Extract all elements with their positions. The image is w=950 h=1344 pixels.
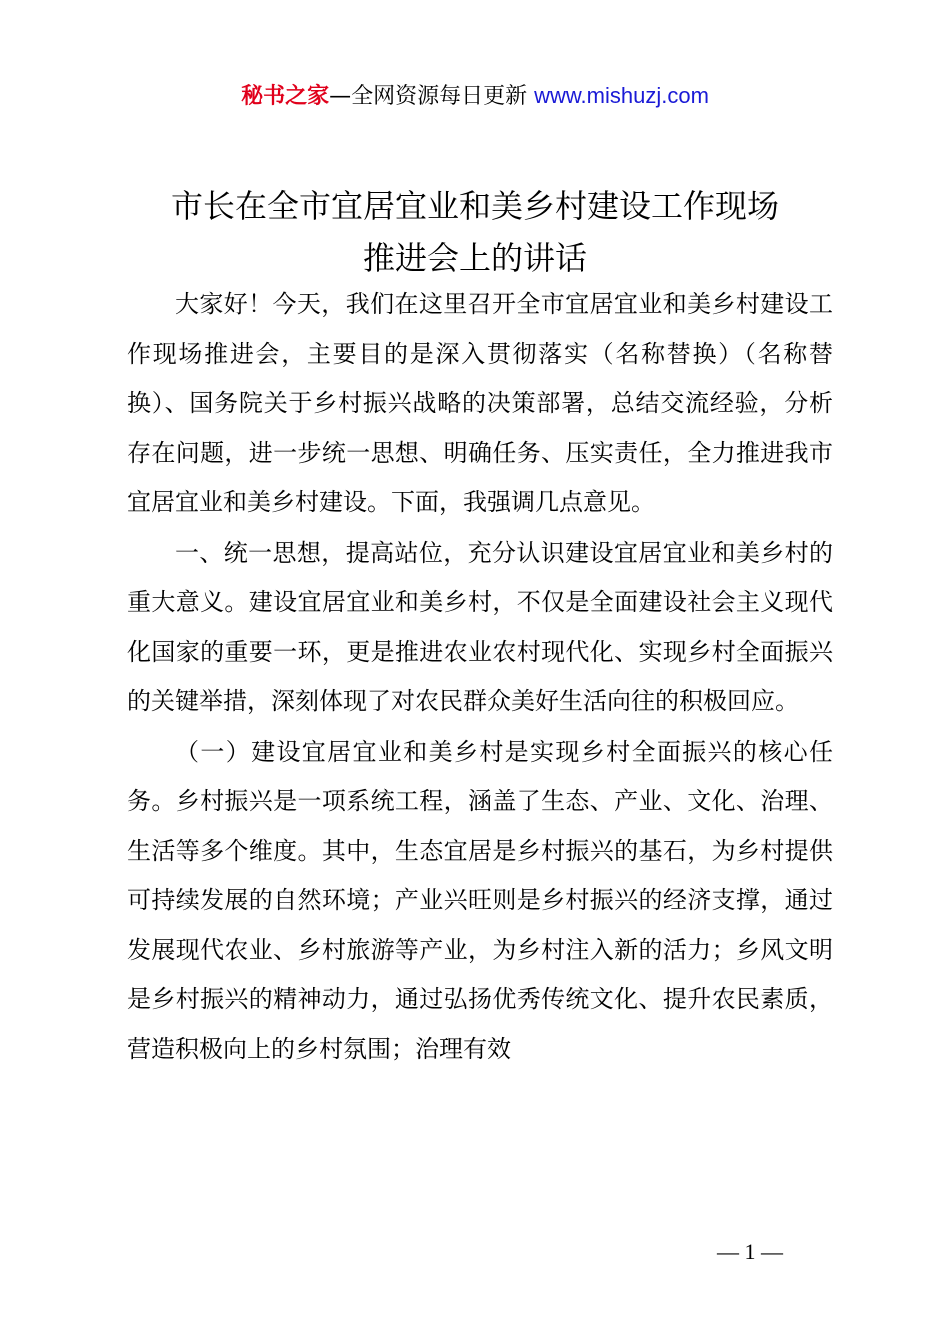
site-header xyxy=(0,80,950,113)
paragraph-section-one: 一、统一思想，提高站位，充分认识建设宜居宜业和美乡村的重大意义。建设宜居宜业和美乡村，不仅是全面建设社会主义现代化国家的重要一环，更是推进农业农村现代化、实现乡村全面振兴的关键举措，深刻体现了对农民群众美好生活向往的积极回应。 xyxy=(127,538,833,715)
document-title xyxy=(100,180,850,284)
site-slogan: —全网资源每日更新 xyxy=(329,84,528,109)
paragraph-opening: 大家好！今天，我们在这里召开全市宜居宜业和美乡村建设工作现场推进会，主要目的是深入贯彻落实（名称替换）（名称替换）、国务院关于乡村振兴战略的决策部署，总结交流经验，分析存在问题，进一步统一思想、明确任务、压实责任，全力推进我市宜居宜业和美乡村建设。下面，我强调几点意见。 xyxy=(127,290,833,516)
site-brand: 秘书之家 xyxy=(241,84,330,109)
document-title-line-1: 市长在全市宜居宜业和美乡村建设工作现场 xyxy=(170,187,779,225)
document-body xyxy=(127,280,833,1074)
paragraph-subsection-one: （一）建设宜居宜业和美乡村是实现乡村全面振兴的核心任务。乡村振兴是一项系统工程，涵盖了生态、产业、文化、治理、生活等多个维度。其中，生态宜居是乡村振兴的基石，为乡村提供可持续发展的自然环境；产业兴旺则是乡村振兴的经济支撑，通过发展现代农业、乡村旅游等产业，为乡村注入新的活力；乡风文明是乡村振兴的精神动力，通过弘扬优秀传统文化、提升农民素质，营造积极向上的乡村氛围；治理有效 xyxy=(127,737,833,1063)
page-number: — 1 — xyxy=(717,1239,783,1264)
document-title-line-2: 推进会上的讲话 xyxy=(362,239,587,277)
site-url-link[interactable]: www.mishuzj.com xyxy=(534,83,709,108)
